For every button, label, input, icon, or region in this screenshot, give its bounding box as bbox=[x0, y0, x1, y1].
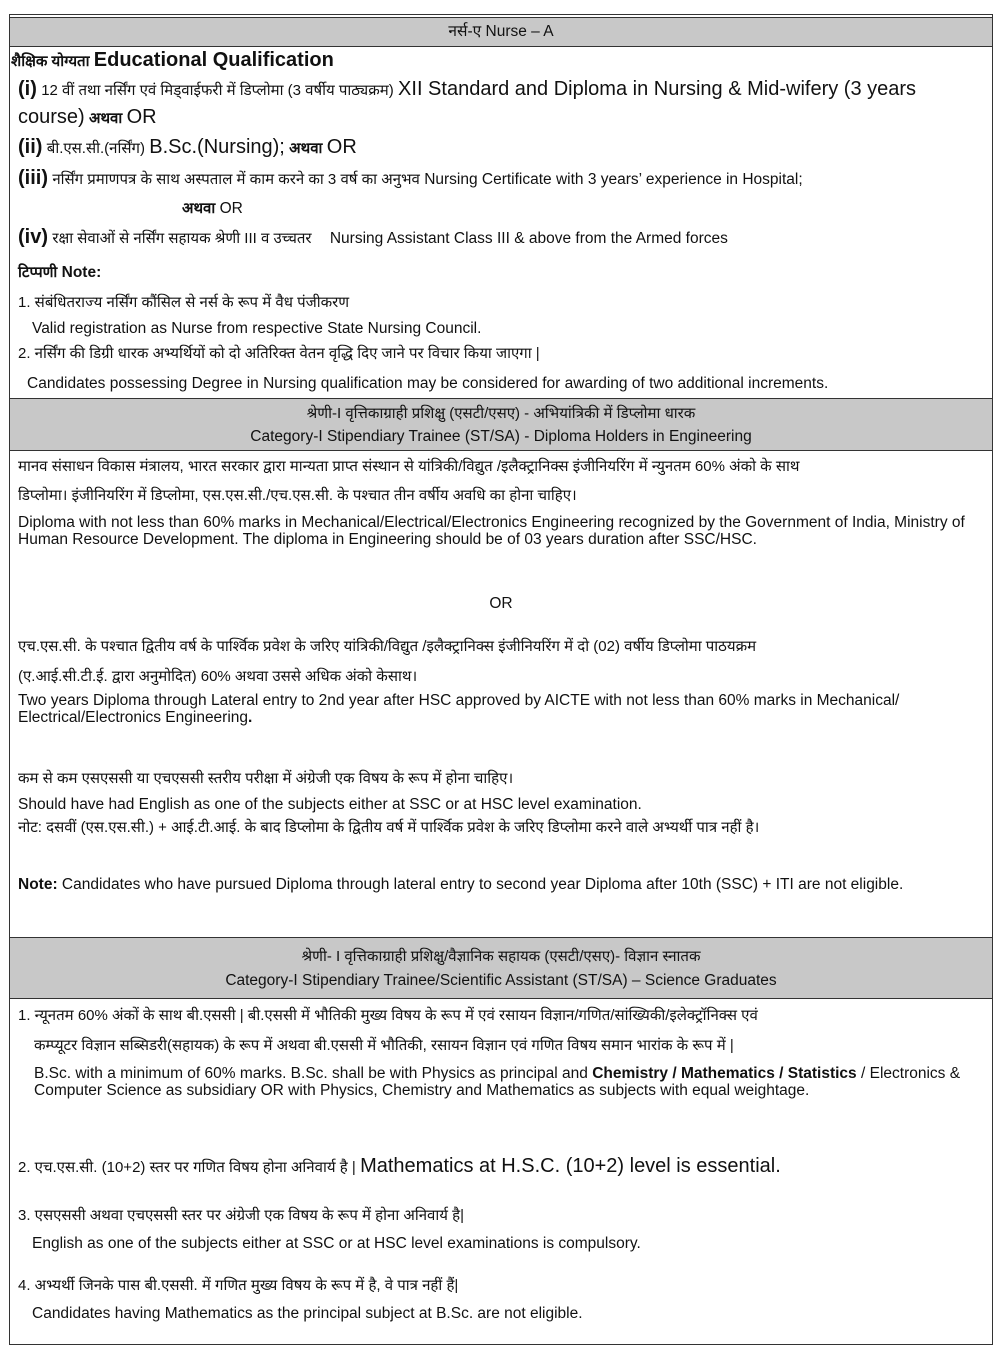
diploma-p2-hindi-1: एच.एस.सी. के पश्चात द्वितीय वर्ष के पार्श्विक प्रवेश के जरिए यांत्रिकी/विद्युत /इलैक्ट्रानिक्स इंजीनियरिंग में दो (02) वर्षीय डिप्लोमा पाठयक्रम bbox=[18, 638, 757, 655]
science-item1-english-a: B.Sc. with a minimum of 60% marks. B.Sc. shall be with Physics as principal and bbox=[34, 1065, 593, 1082]
science-item1-english bbox=[34, 1065, 986, 1099]
science-item2-hindi: 2. एच.एस.सी. (10+2) स्तर पर गणित विषय होना अनिवार्य है | bbox=[18, 1159, 356, 1176]
item-iv-hindi: रक्षा सेवाओं से नर्सिंग सहायक श्रेणी III व उच्चतर bbox=[52, 230, 312, 247]
item-ii-or-hindi: अथवा bbox=[289, 140, 323, 157]
item-i-line2 bbox=[18, 106, 157, 129]
item-i-english: XII Standard and Diploma in Nursing & Mid-wifery (3 years bbox=[398, 78, 917, 100]
item-i-english-cont: course) bbox=[18, 106, 85, 128]
note1-english: Valid registration as Nurse from respective State Nursing Council. bbox=[32, 320, 482, 337]
item-ii-or-english: OR bbox=[326, 136, 357, 158]
qualification-heading bbox=[11, 49, 334, 72]
diploma-p2-english-dot: . bbox=[248, 709, 253, 726]
nurse-header: नर्स-ए Nurse – A bbox=[10, 17, 992, 47]
item-ii-english: B.Sc.(Nursing); bbox=[149, 136, 285, 158]
item-iv-english: Nursing Assistant Class III & above from the Armed forces bbox=[329, 230, 728, 247]
science-item3-english: English as one of the subjects either at SSC or at HSC level examinations is compulsory. bbox=[32, 1235, 641, 1252]
science-item2 bbox=[18, 1155, 781, 1178]
diploma-p4-hindi: नोट: दसवीं (एस.एस.सी.) + आई.टी.आई. के बाद डिप्लोमा के द्वितीय वर्ष में पार्श्विक प्रवेश के जरिए डिप्लोमा करने वाले अभ्यर्थी पात्र नहीं है। bbox=[18, 819, 760, 836]
science-item4-english: Candidates having Mathematics as the principal subject at B.Sc. are not eligible. bbox=[32, 1305, 583, 1322]
diploma-p1-hindi-2: डिप्लोमा। इंजीनियरिंग में डिप्लोमा, एस.एस.सी./एच.एस.सी. के पश्चात तीन वर्षीय अवधि का होना चाहिए। bbox=[18, 487, 577, 504]
item-i-hindi: 12 वीं तथा नर्सिंग एवं मिड्वाईफरी में डिप्लोमा (3 वर्षीय पाठ्यक्रम) bbox=[41, 82, 394, 99]
item-iii-or-english: OR bbox=[219, 200, 243, 217]
item-iii-hindi: नर्सिंग प्रमाणपत्र के साथ अस्पताल में काम करने का 3 वर्ष का अनुभव bbox=[52, 171, 420, 188]
diploma-p1-hindi-1: मानव संसाधन विकास मंत्रालय, भारत सरकार द्वारा मान्यता प्राप्त संस्थान से यांत्रिकी/विद्युत /इलैक्ट्रानिक्स इंजीनियरिंग में न्युनतम 60% अंको के साथ bbox=[18, 458, 800, 475]
diploma-p4-english bbox=[18, 876, 986, 893]
diploma-p3-hindi: कम से कम एसएससी या एचएससी स्तरीय परीक्षा में अंग्रेजी एक विषय के रूप में होना चाहिए। bbox=[18, 770, 514, 787]
qualification-heading-hi: शैक्षिक योग्यता bbox=[11, 53, 90, 70]
item-iii-label: (iii) bbox=[18, 167, 48, 189]
item-i-label: (i) bbox=[18, 78, 37, 100]
item-iii-english: Nursing Certificate with 3 years’ experience in Hospital; bbox=[424, 171, 803, 188]
science-item2-english: Mathematics at H.S.C. (10+2) level is essential. bbox=[360, 1155, 781, 1177]
diploma-p2-hindi-2: (ए.आई.सी.टी.ई. द्वारा अनुमोदित) 60% अथवा उससे अधिक अंको केसाथ। bbox=[18, 668, 418, 685]
diploma-p4-note-text: Candidates who have pursued Diploma through lateral entry to second year Diploma after 10th (SSC) + ITI are not eligible. bbox=[57, 876, 904, 893]
item-i-or-hindi: अथवा bbox=[89, 110, 123, 127]
diploma-p2-english bbox=[18, 692, 986, 726]
diploma-p1-english: Diploma with not less than 60% marks in Mechanical/Electrical/Electronics Engineering recognized by the Government of India, Ministry of Human Resource Development. The diploma in Engineering should be of 03 years duration after SSC/HSC. bbox=[18, 514, 965, 548]
note-heading-en: Note: bbox=[61, 264, 102, 281]
science-item1-english-c: / Electronics & Computer Science as subsidiary OR with Physics, Chemistry and Mathematics as subjects with equal weightage. bbox=[34, 1065, 961, 1099]
diploma-header bbox=[10, 398, 992, 451]
item-ii-label: (ii) bbox=[18, 136, 43, 158]
diploma-or: OR bbox=[489, 595, 513, 612]
item-iv bbox=[18, 226, 728, 249]
diploma-p3-english: Should have had English as one of the subjects either at SSC or at HSC level examination. bbox=[18, 796, 642, 813]
diploma-p2-english-text: Two years Diploma through Lateral entry to 2nd year after HSC approved by AICTE with not less than 60% marks in Mechanical/ Electrical/Electronics Engineering bbox=[18, 692, 900, 726]
qualification-heading-en: Educational Qualification bbox=[93, 49, 334, 71]
item-iii-or bbox=[182, 198, 243, 218]
note2-english: Candidates possessing Degree in Nursing qualification may be considered for awarding of two additional increments. bbox=[27, 375, 829, 392]
item-i-or-english: OR bbox=[126, 106, 157, 128]
science-header bbox=[10, 937, 992, 999]
science-item4-hindi: 4. अभ्यर्थी जिनके पास बी.एससी. में गणित मुख्य विषय के रूप में है, वे पात्र नहीं हैं| bbox=[18, 1277, 459, 1294]
item-i-line1 bbox=[18, 78, 916, 101]
item-ii-hindi: बी.एस.सी.(नर्सिंग) bbox=[46, 140, 145, 157]
science-item3-hindi: 3. एसएससी अथवा एचएससी स्तर पर अंग्रेजी एक विषय के रूप में होना अनिवार्य है| bbox=[18, 1207, 465, 1224]
science-item1-hindi-2: कम्प्यूटर विज्ञान सब्सिडरी(सहायक) के रूप में अथवा बी.एससी में भौतिकी, रसायन विज्ञान एवं गणित विषय समान भारांक के रूप में | bbox=[34, 1037, 734, 1054]
note2-hindi: 2. नर्सिंग की डिग्री धारक अभ्यर्थियों को दो अतिरिक्त वेतन वृद्धि दिए जाने पर विचार किया जाएगा | bbox=[18, 345, 540, 362]
science-item1-hindi-1: 1. न्यूनतम 60% अंकों के साथ बी.एससी | बी.एससी में भौतिकी मुख्य विषय के रूप में एवं रसायन विज्ञान/गणित/सांख्यिकी/इलेक्ट्रॉनिक्स एवं bbox=[18, 1007, 758, 1024]
document-frame bbox=[9, 14, 993, 1345]
item-iii bbox=[18, 167, 803, 190]
item-iii-or-hindi: अथवा bbox=[182, 200, 216, 217]
diploma-p4-note-label: Note: bbox=[18, 876, 58, 893]
note1-hindi: 1. संबंधितराज्य नर्सिंग कौंसिल से नर्स के रूप में वैध पंजीकरण bbox=[18, 294, 350, 311]
item-iv-label: (iv) bbox=[18, 226, 48, 248]
diploma-header-hi: श्रेणी-I वृत्तिकाग्राही प्रशिक्षु (एसटी/एसए) - अभियांत्रिकी में डिप्लोमा धारक bbox=[306, 405, 696, 422]
science-header-en: Category-I Stipendiary Trainee/Scientific Assistant (ST/SA) – Science Graduates bbox=[225, 972, 777, 989]
item-ii bbox=[18, 136, 357, 159]
science-header-hi: श्रेणी- I वृत्तिकाग्राही प्रशिक्षु/वैज्ञानिक सहायक (एसटी/एसए)- विज्ञान स्नातक bbox=[301, 948, 701, 965]
diploma-header-en: Category-I Stipendiary Trainee (ST/SA) - Diploma Holders in Engineering bbox=[250, 428, 752, 445]
science-item1-english-bold: Chemistry / Mathematics / Statistics bbox=[592, 1065, 857, 1082]
note-heading bbox=[18, 262, 101, 282]
note-heading-hi: टिप्पणी bbox=[18, 264, 58, 281]
